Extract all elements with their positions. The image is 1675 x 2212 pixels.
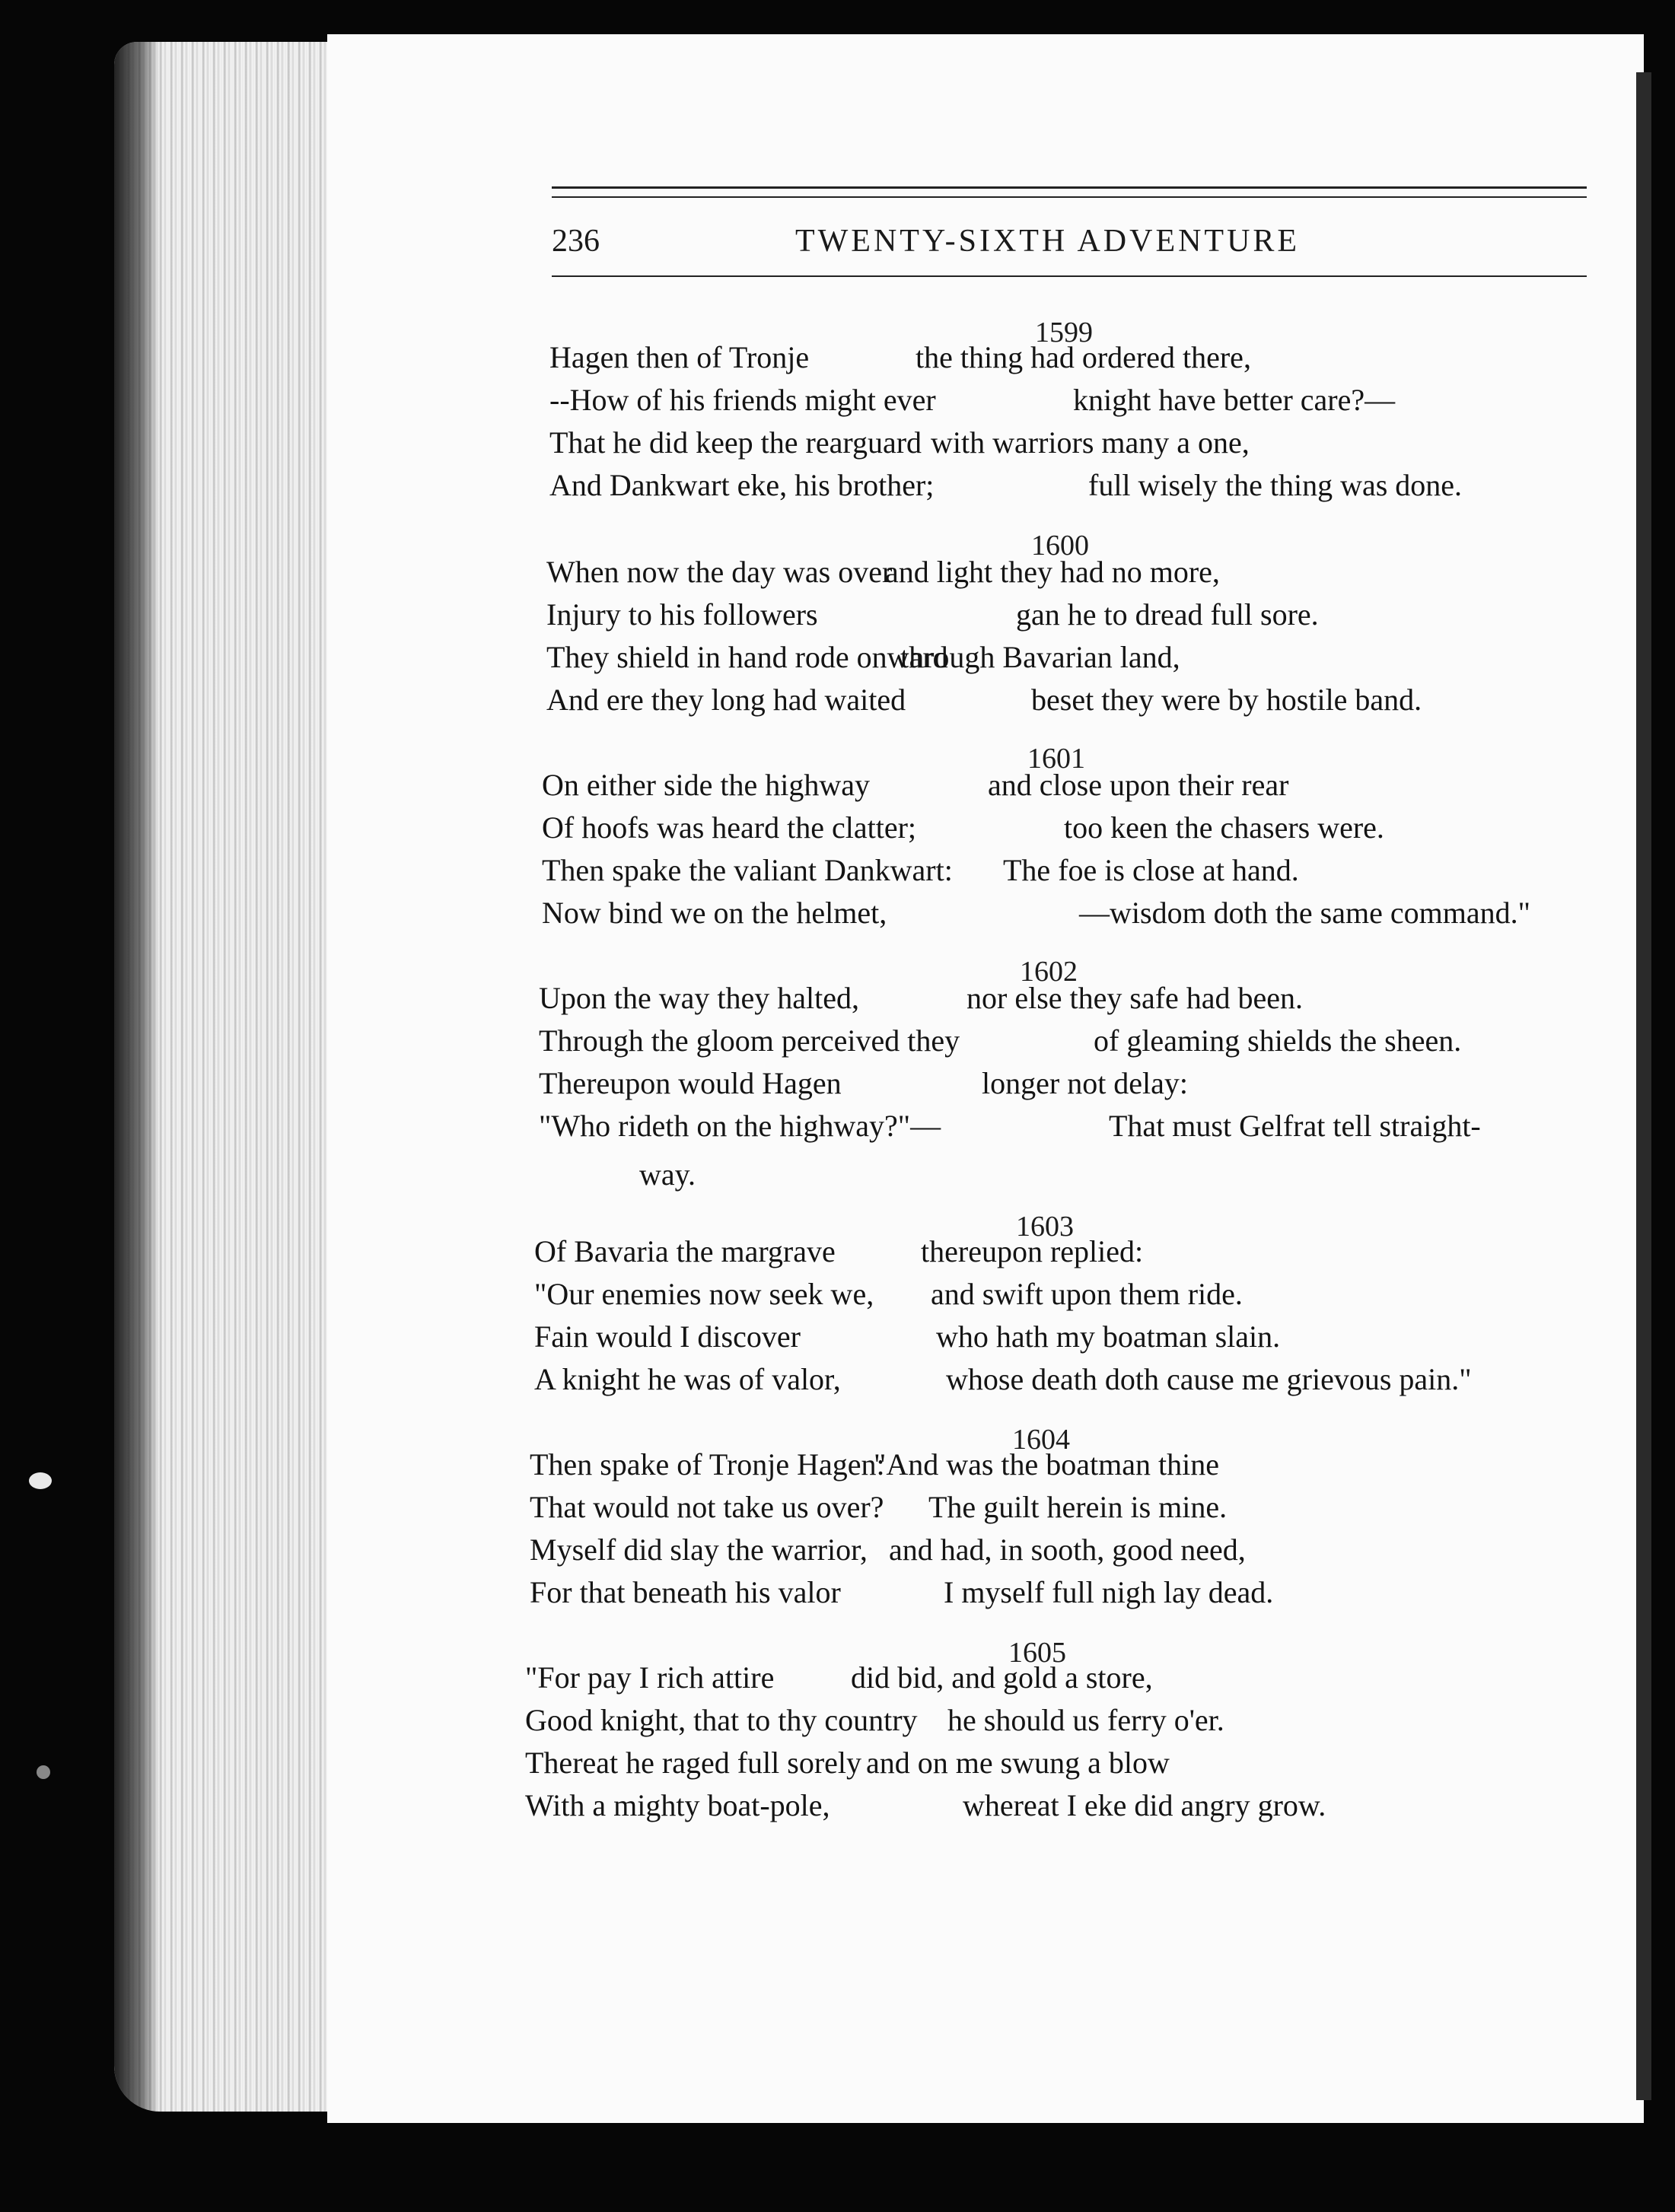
book-edge-shadow (114, 42, 160, 2112)
verse-first-half: Injury to his followers (546, 597, 818, 632)
verse-first-half: Thereupon would Hagen (539, 1066, 842, 1100)
verse-second-half: with warriors many a one, (931, 425, 1250, 460)
verse-second-half: and close upon their rear (988, 768, 1289, 802)
verse-second-half: whereat I eke did angry grow. (963, 1788, 1326, 1822)
verse-first-half: They shield in hand rode onward (546, 640, 948, 674)
verse-first-half: When now the day was over (546, 555, 893, 589)
verse-second-half: longer not delay: (982, 1066, 1189, 1100)
scan-speck (37, 1765, 50, 1779)
verse-second-half: "And was the boatman thine (874, 1447, 1220, 1482)
verse-first-half: Through the gloom perceived they (539, 1023, 960, 1058)
verse-second-half: through Bavarian land, (900, 640, 1180, 674)
verse-second-half: of gleaming shields the sheen. (1094, 1023, 1462, 1058)
stanza-number: 1599 (1035, 317, 1093, 349)
stanza-number: 1601 (1027, 743, 1085, 775)
verse-first-half: Then spake the valiant Dankwart: (542, 853, 953, 887)
verse-first-half: Myself did slay the warrior, (530, 1532, 868, 1567)
verse-second-half: and light they had no more, (885, 555, 1220, 589)
scan-speck (29, 1472, 52, 1489)
verse-first-half: And Dankwart eke, his brother; (549, 468, 935, 502)
stanza-number: 1600 (1031, 530, 1089, 562)
verse-first-half: Thereat he raged full sorely (525, 1746, 862, 1780)
verse-second-half: I myself full nigh lay dead. (944, 1575, 1274, 1609)
verse-second-half: did bid, and gold a store, (851, 1660, 1153, 1695)
verse-second-half: and swift upon them ride. (931, 1277, 1243, 1311)
verse-first-half: With a mighty boat-pole, (525, 1788, 830, 1822)
verse-second-half: That must Gelfrat tell straight- (1109, 1109, 1481, 1143)
verse-second-half: who hath my boatman slain. (936, 1319, 1281, 1354)
header-rule-bottom (552, 275, 1587, 277)
verse-second-half: and had, in sooth, good need, (889, 1532, 1246, 1567)
verse-first-half: "Who rideth on the highway?"— (539, 1109, 941, 1143)
page-header (552, 217, 1587, 270)
verse-second-half: —wisdom doth the same command." (1079, 896, 1530, 930)
verse-first-half: --How of his friends might ever (549, 383, 936, 417)
verse-first-half: A knight he was of valor, (534, 1362, 841, 1396)
verse-first-half: For that beneath his valor (530, 1575, 841, 1609)
verse-second-half: he should us ferry o'er. (947, 1703, 1224, 1737)
verse-first-half: On either side the highway (542, 768, 870, 802)
verse-first-half: Upon the way they halted, (539, 981, 859, 1015)
verse-first-half: And ere they long had waited (546, 683, 906, 717)
verse-first-half: Fain would I discover (534, 1319, 801, 1354)
page-gutter-shadow (1636, 72, 1651, 2100)
verse-second-half: full wisely the thing was done. (1088, 468, 1463, 502)
verse-first-half: Of Bavaria the margrave (534, 1234, 836, 1268)
verse-first-half: "Our enemies now seek we, (534, 1277, 874, 1311)
stanza-number: 1602 (1020, 956, 1078, 988)
stanza-number: 1605 (1008, 1637, 1066, 1669)
stanza-number: 1603 (1016, 1211, 1074, 1243)
verse-second-half: beset they were by hostile band. (1031, 683, 1422, 717)
verse-second-half: gan he to dread full sore. (1016, 597, 1319, 632)
verse-first-half: That would not take us over? (530, 1490, 884, 1524)
verse-first-half: Of hoofs was heard the clatter; (542, 810, 917, 845)
verse-first-half: Then spake of Tronje Hagen: (530, 1447, 885, 1482)
verse-second-half: and on me swung a blow (866, 1746, 1170, 1780)
header-rule-top-thin (552, 196, 1587, 198)
page-number: 236 (552, 224, 600, 259)
verse-second-half: whose death doth cause me grievous pain." (946, 1362, 1472, 1396)
verse-first-half: Hagen then of Tronje (549, 340, 810, 374)
verse-first-half: That he did keep the rearguard (549, 425, 922, 460)
header-rule-top (552, 186, 1587, 189)
verse-first-half: "For pay I rich attire (525, 1660, 775, 1695)
verse-second-half: The foe is close at hand. (1003, 853, 1299, 887)
running-title: TWENTY-SIXTH ADVENTURE (795, 224, 1301, 259)
verse-continuation: way. (639, 1157, 696, 1192)
verse-second-half: thereupon replied: (921, 1234, 1144, 1268)
verse-second-half: nor else they safe had been. (966, 981, 1304, 1015)
verse-second-half: knight have better care?— (1073, 383, 1396, 417)
verse-second-half: too keen the chasers were. (1064, 810, 1384, 845)
verse-first-half: Good knight, that to thy country (525, 1703, 918, 1737)
verse-second-half: The guilt herein is mine. (928, 1490, 1228, 1524)
verse-first-half: Now bind we on the helmet, (542, 896, 887, 930)
stanza-number: 1604 (1012, 1424, 1070, 1456)
verse-second-half: the thing had ordered there, (916, 340, 1251, 374)
